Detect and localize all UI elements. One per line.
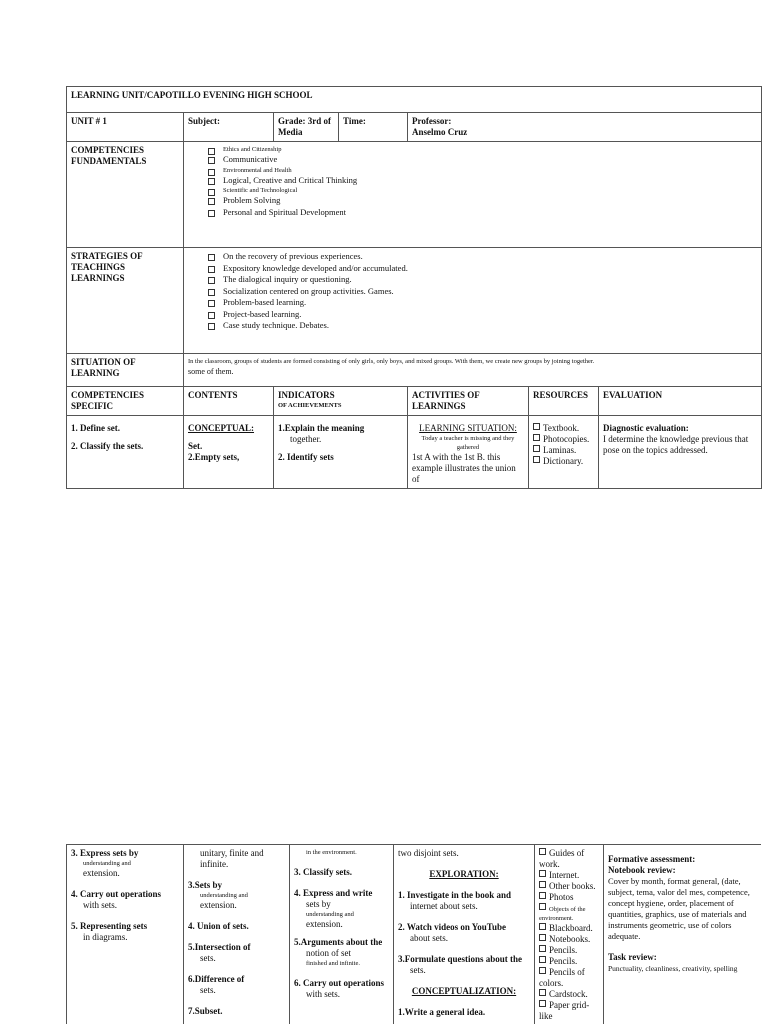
strategy-item: The dialogical inquiry or questioning. (208, 274, 757, 286)
indicators-cell: in the environment. 3. Classify sets. 4. Express and write sets by understanding and extension. 5.Arguments about the notion of set finished and infinite. 6. Carry out operations with sets. (290, 845, 394, 1024)
strategy-item: On the recovery of previous experiences. (208, 251, 757, 263)
strategy-item: Project-based learning. (208, 309, 757, 321)
competencies-fundamentals-label: COMPETENCIES FUNDAMENTALS (67, 142, 184, 248)
checkbox-icon (539, 1000, 546, 1007)
specific-cell: 3. Express sets by understanding and extension. 4. Carry out operations with sets. 5. Representing sets in diagrams. (67, 845, 184, 1024)
checkbox-icon (539, 881, 546, 888)
checkbox-icon (539, 967, 546, 974)
competency-item: Problem Solving (208, 195, 757, 207)
col-header-activities: ACTIVITIES OF LEARNINGS (408, 387, 529, 416)
checkbox-icon (533, 456, 540, 463)
strategy-item: Problem-based learning. (208, 297, 757, 309)
checkbox-icon (539, 870, 546, 877)
lesson-plan-table (66, 86, 762, 489)
checkbox-icon (539, 956, 546, 963)
strategy-item: Socialization centered on group activities. Games. (208, 286, 757, 298)
competencies-fundamentals-list (184, 142, 762, 248)
checkbox-icon (539, 989, 546, 996)
contents-cell: CONCEPTUAL: Set. 2.Empty sets, (184, 416, 274, 489)
situation-label: SITUATION OF LEARNING (67, 354, 184, 387)
resources-cell: Textbook. Photocopies. Laminas. Dictionary. (529, 416, 599, 489)
checkbox-icon (539, 848, 546, 855)
competency-item: Environmental and Health (208, 166, 757, 175)
evaluation-cell: Formative assessment: Notebook review: Cover by month, format general, (date, subject, tema, valor del mes, competence, concept hygiene, order, placement of quantities, graphics, use of materials and instruments geometric, use of colors adequate. Task review: Punctuality, cleanliness, creativity, spelling (604, 845, 762, 1024)
competency-item: Communicative (208, 154, 757, 166)
specific-cell: 1. Define set. 2. Classify the sets. (67, 416, 184, 489)
col-header-evaluation: EVALUATION (599, 387, 762, 416)
unit-number: UNIT # 1 (67, 113, 184, 142)
activities-cell: two disjoint sets. EXPLORATION: 1. Investigate in the book and internet about sets. 2. Watch videos on YouTube about sets. 3.Formulate questions about the sets. CONCEPTUALIZATION: 1.Write a general idea. (394, 845, 535, 1024)
checkbox-icon (539, 923, 546, 930)
col-header-indicators: INDICATORS OF ACHIEVEMENTS (274, 387, 408, 416)
strategies-list (184, 248, 762, 354)
checkbox-icon (539, 892, 546, 899)
strategy-item: Case study technique. Debates. (208, 320, 757, 332)
checkbox-icon (539, 934, 546, 941)
competency-item: Ethics and Citizenship (208, 145, 757, 154)
evaluation-cell: Diagnostic evaluation: I determine the knowledge previous that pose on the topics addressed. (599, 416, 762, 489)
strategy-item: Expository knowledge developed and/or accumulated. (208, 263, 757, 275)
checkbox-icon (533, 423, 540, 430)
col-header-contents: CONTENTS (184, 387, 274, 416)
time-label: Time: (339, 113, 408, 142)
indicators-cell: 1.Explain the meaning together. 2. Identify sets (274, 416, 408, 489)
competency-item: Logical, Creative and Critical Thinking (208, 175, 757, 187)
competency-item: Scientific and Technological (208, 186, 757, 195)
lesson-plan-table-continued (66, 844, 761, 1024)
lesson-plan-page-2 (66, 844, 761, 1024)
competency-item: Personal and Spiritual Development (208, 207, 757, 219)
lesson-plan-page-1 (66, 86, 761, 489)
activities-cell: LEARNING SITUATION: Today a teacher is missing and they gathered 1st A with the 1st B. this example illustrates the union of (408, 416, 529, 489)
professor-label: Professor: (412, 116, 452, 126)
situation-text: In the classroom, groups of students are formed consisting of only girls, only boys, and mixed groups. With them, we create new groups by joining together. some of them. (184, 354, 762, 387)
checkbox-icon (539, 903, 546, 910)
resources-cell: Guides of work. Internet. Other books. Photos Objects of the environment. Blackboard. Notebooks. Pencils. Pencils. Pencils of colors. Cardstock. Paper grid-like (535, 845, 604, 1024)
grade-label: Grade: 3rd of Media (274, 113, 339, 142)
professor-cell (408, 113, 762, 142)
checkbox-icon (539, 945, 546, 952)
col-header-resources: RESOURCES (529, 387, 599, 416)
checkbox-icon (533, 445, 540, 452)
subject-label: Subject: (184, 113, 274, 142)
professor-name: Anselmo Cruz (412, 127, 468, 137)
strategies-label: STRATEGIES OF TEACHINGS LEARNINGS (67, 248, 184, 354)
checkbox-icon (533, 434, 540, 441)
school-title: LEARNING UNIT/CAPOTILLO EVENING HIGH SCHOOL (67, 87, 762, 113)
contents-cell: unitary, finite and infinite. 3.Sets by understanding and extension. 4. Union of sets. 5.Intersection of sets. 6.Difference of sets. 7.Subset. (184, 845, 290, 1024)
col-header-specific: COMPETENCIES SPECIFIC (67, 387, 184, 416)
